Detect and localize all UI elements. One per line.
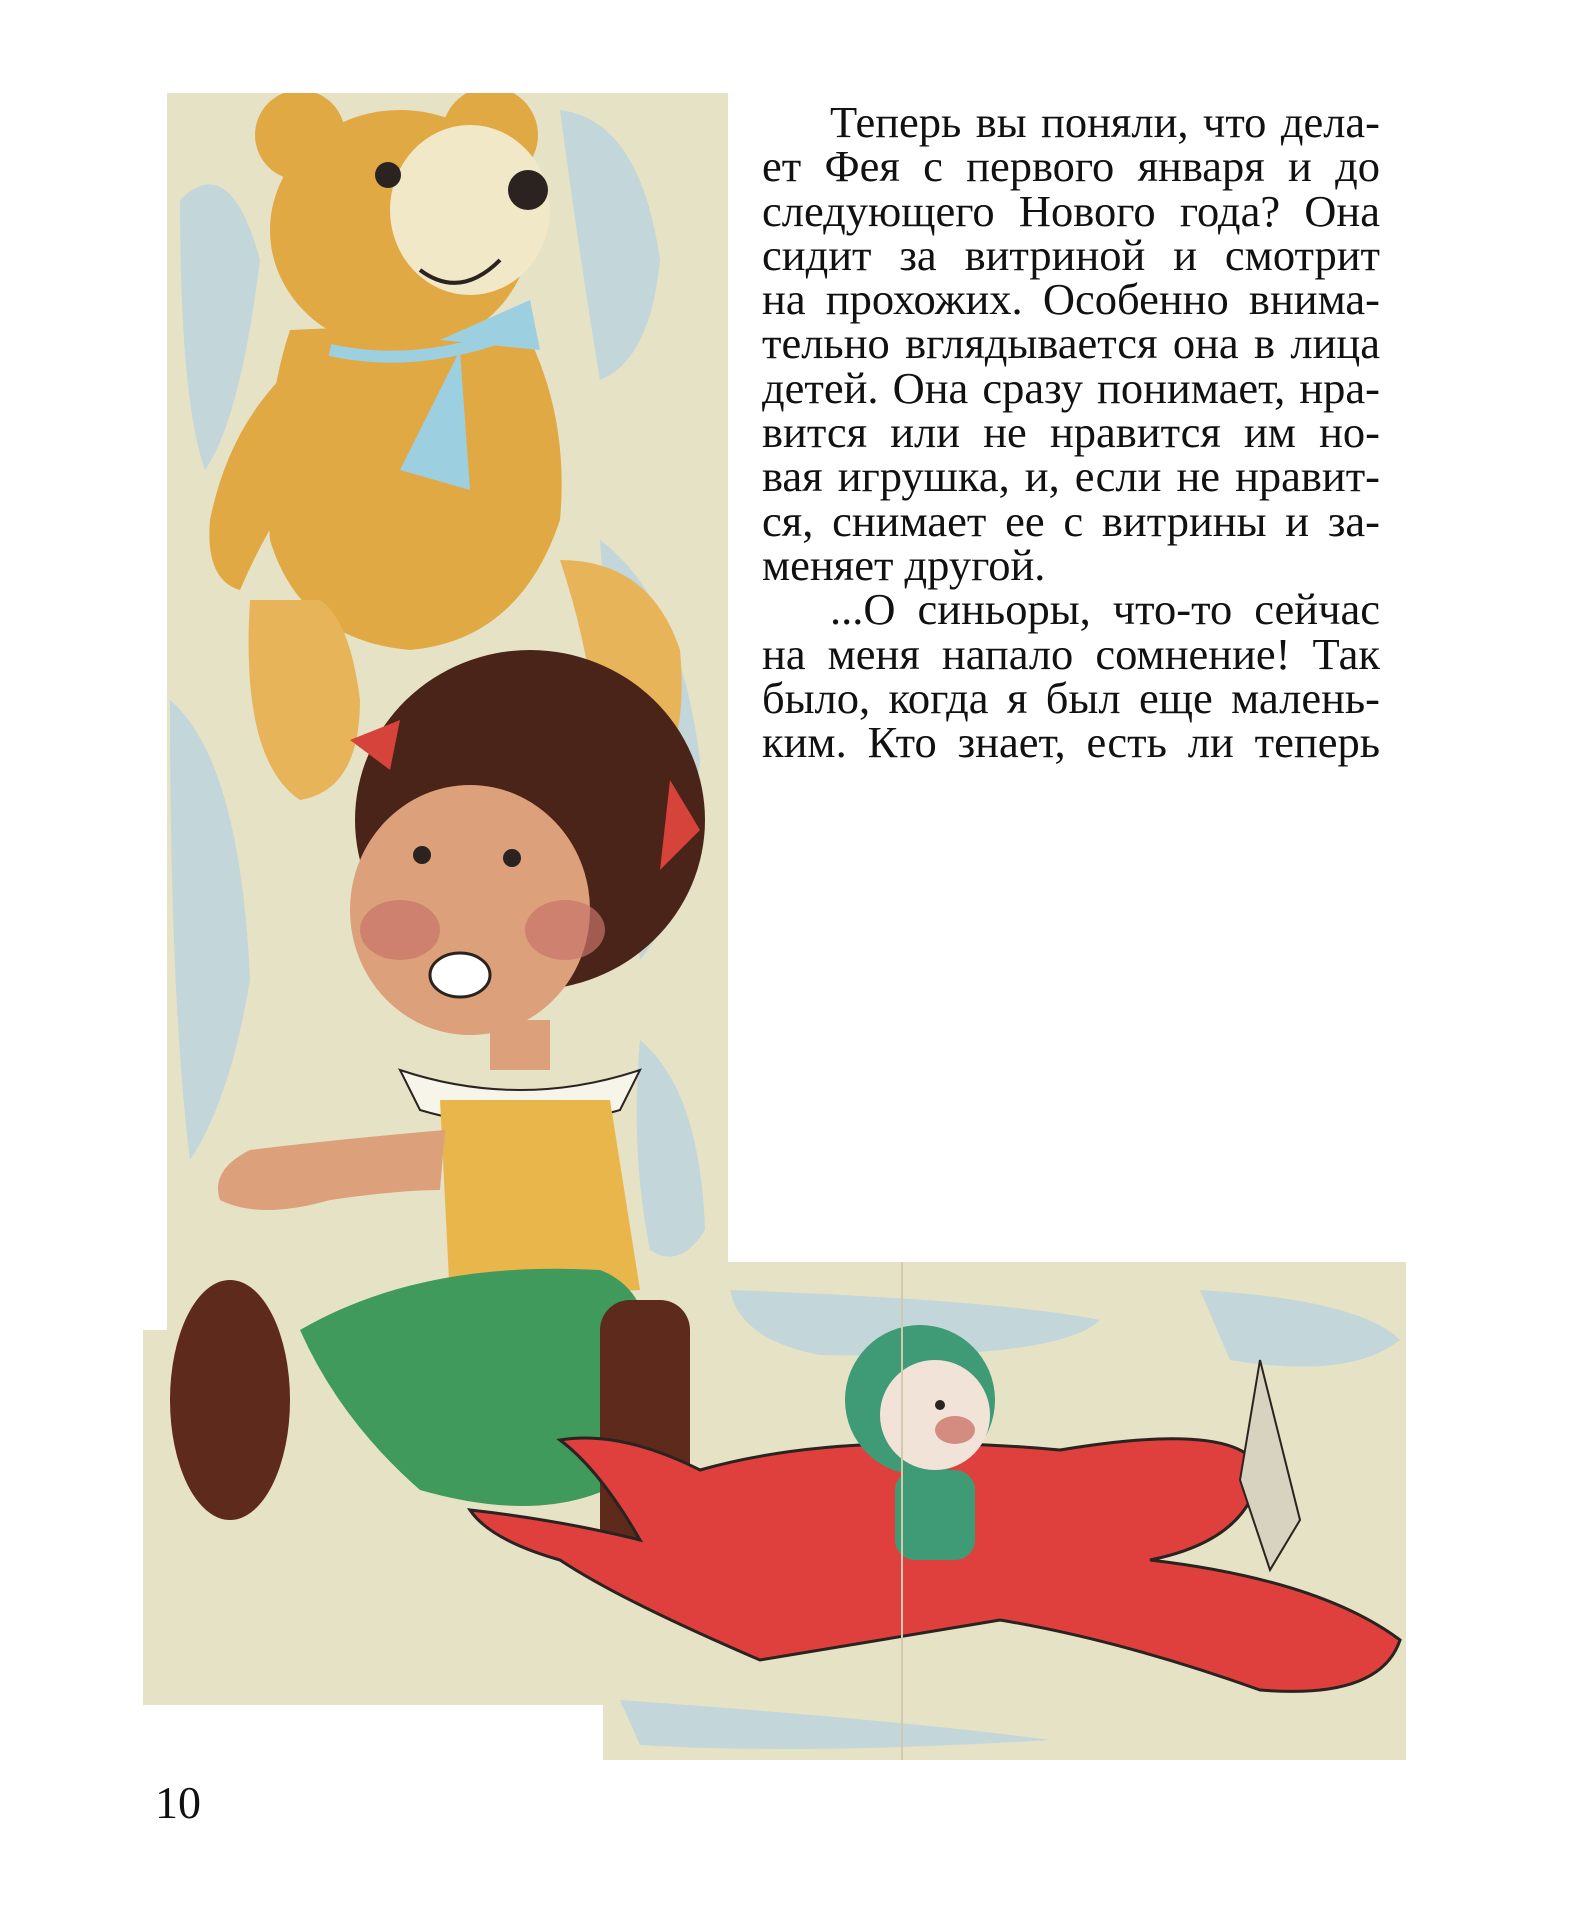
text-line: ся, снимает ее с витрины и за- bbox=[762, 495, 1380, 546]
text-line: следующего Нового года? Она bbox=[762, 185, 1380, 236]
story-text bbox=[762, 97, 1380, 768]
text-line: сидит за витриной и смотрит bbox=[762, 229, 1380, 280]
text-line: было, когда я был еще малень- bbox=[762, 672, 1380, 723]
text-line: меняет другой. bbox=[762, 539, 1046, 590]
text-line: ким. Кто знает, есть ли теперь bbox=[762, 717, 1380, 768]
text-line: на прохожих. Особенно внима- bbox=[762, 274, 1380, 325]
text-line: вая игрушка, и, если не нравит- bbox=[762, 451, 1380, 502]
text-line: на меня напало сомнение! Так bbox=[762, 628, 1380, 679]
paragraph-2 bbox=[762, 584, 1380, 768]
text-line: ...О синьоры, что-то сейчас bbox=[830, 584, 1380, 635]
text-line: вится или не нравится им но- bbox=[762, 407, 1380, 458]
text-line: Теперь вы поняли, что дела- bbox=[830, 97, 1380, 147]
text-line: детей. Она сразу понимает, нра- bbox=[762, 362, 1380, 413]
paragraph-1 bbox=[762, 97, 1380, 590]
text-line: тельно вглядывается она в лица bbox=[762, 318, 1380, 369]
page-number: 10 bbox=[155, 1777, 201, 1828]
text-line: ет Фея с первого января и до bbox=[762, 141, 1380, 192]
